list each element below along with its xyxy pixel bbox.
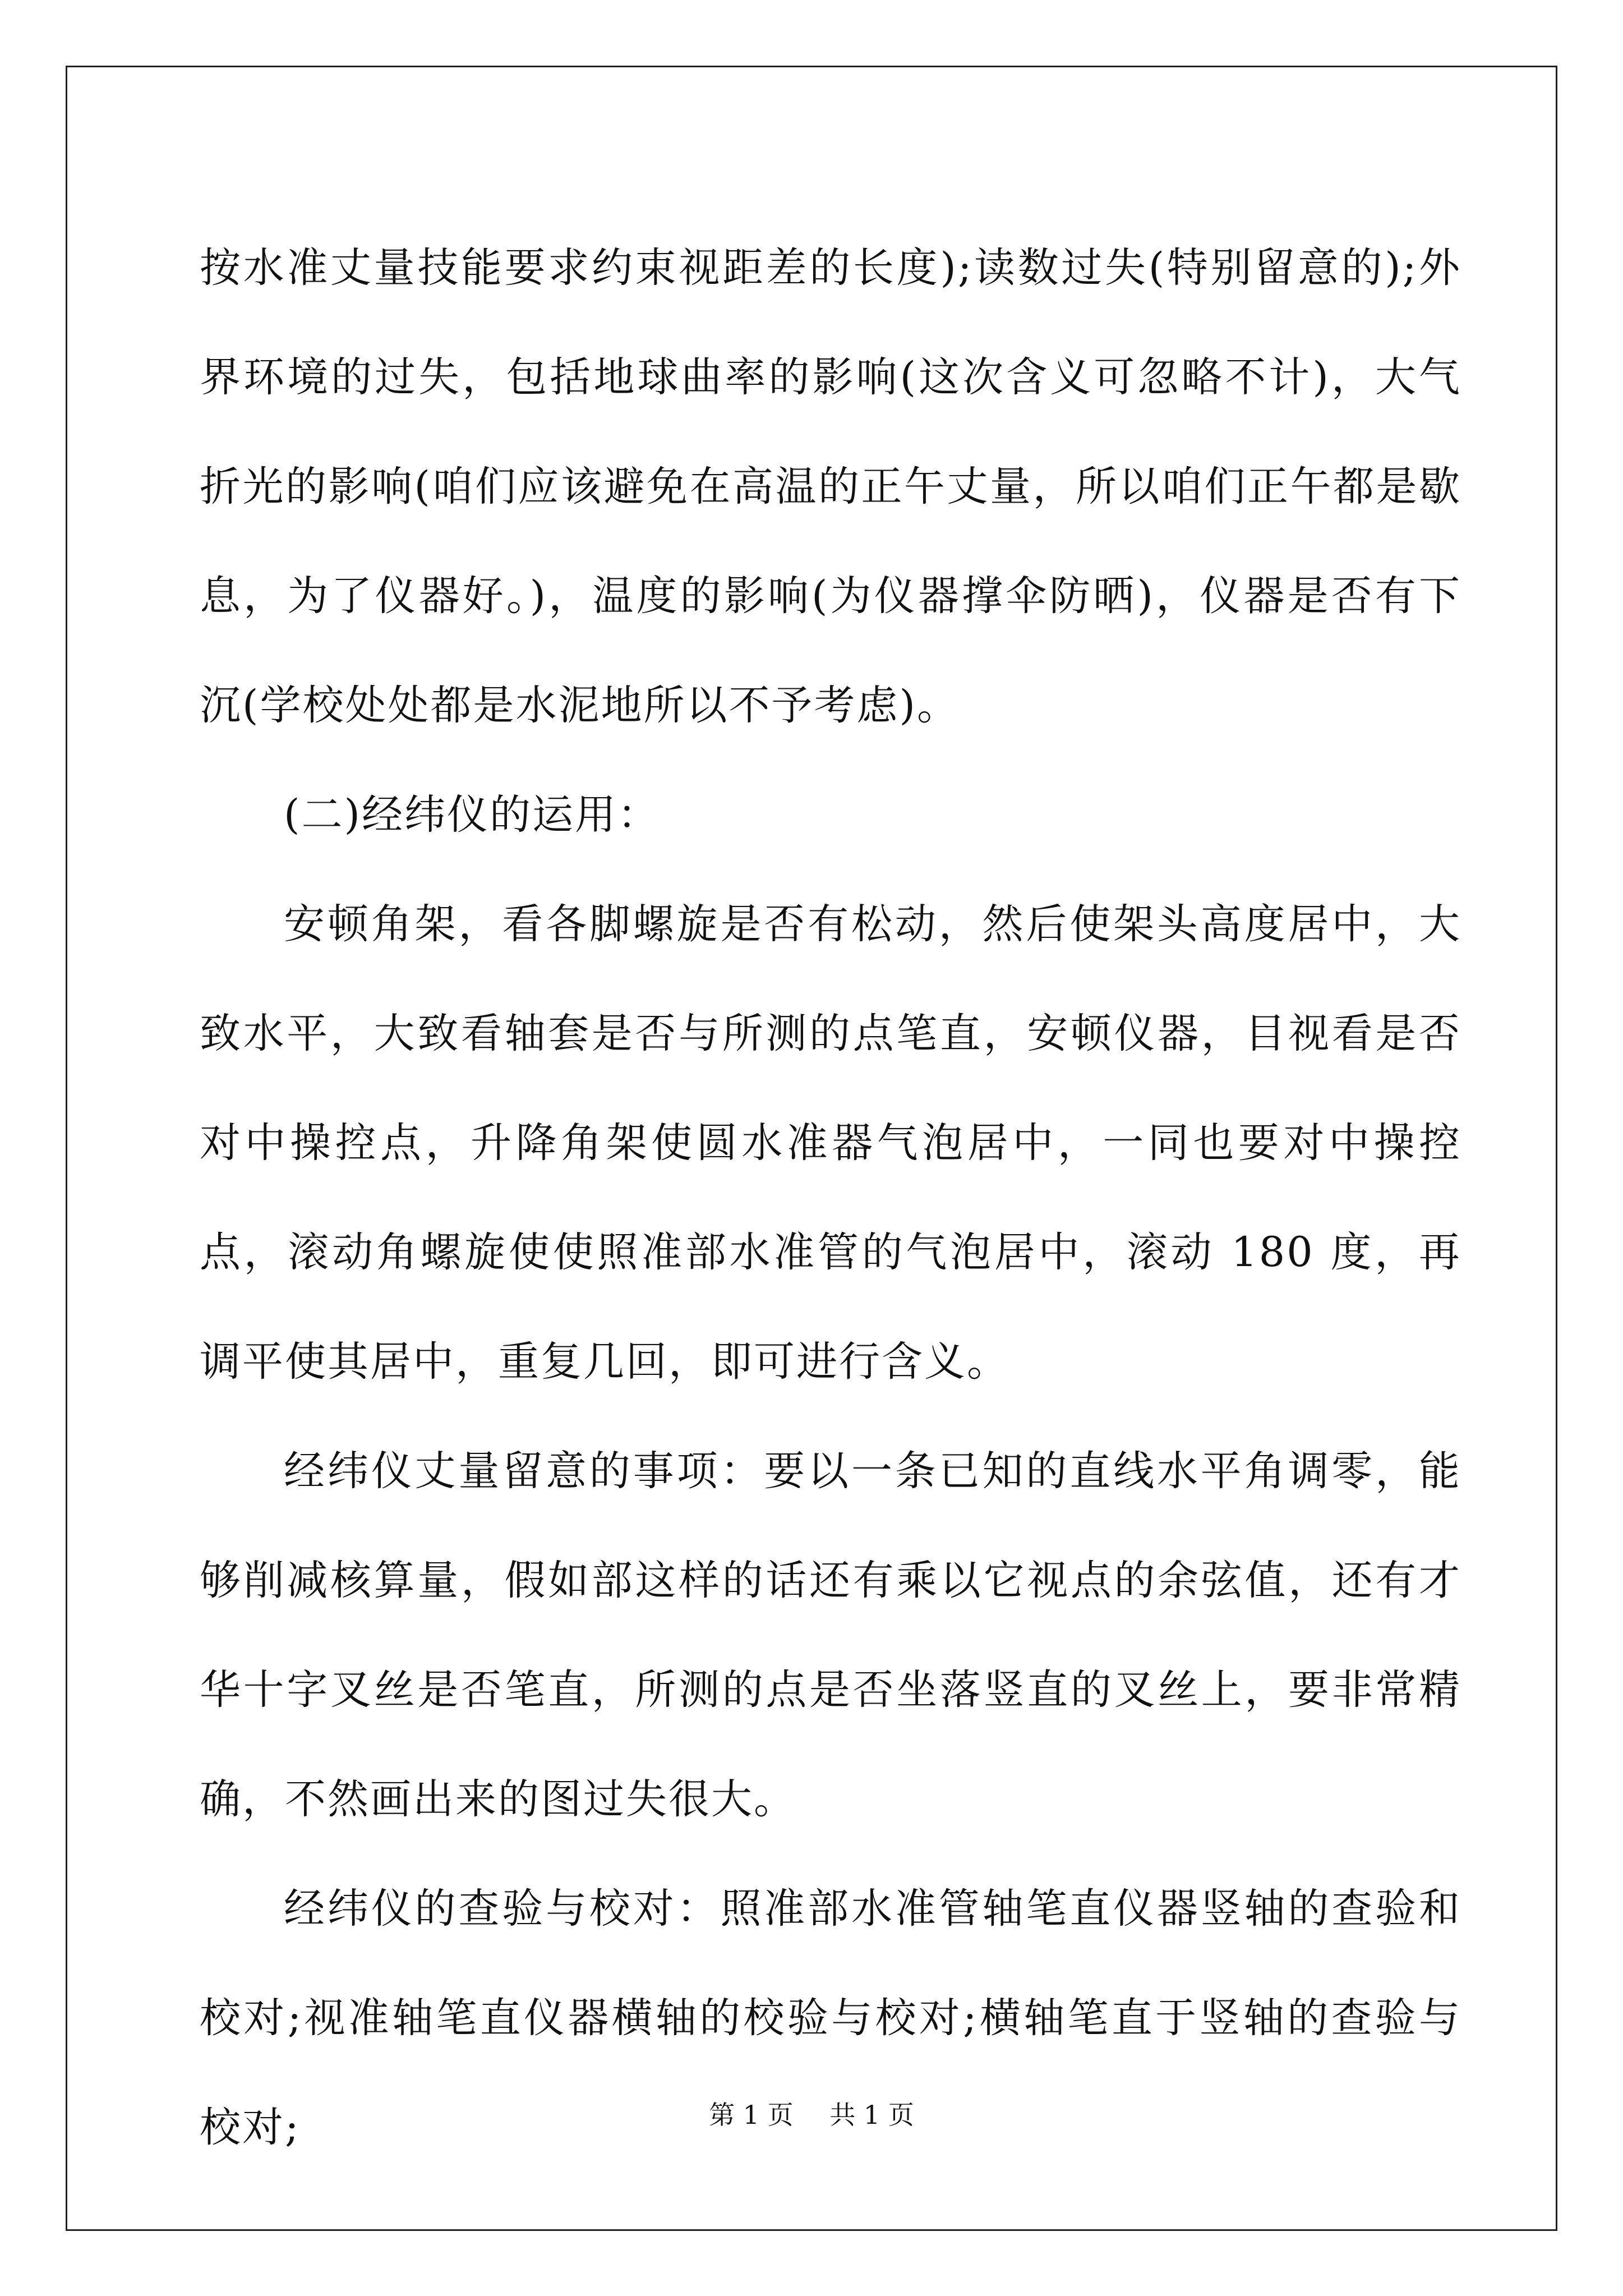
paragraph-2-heading: (二)经纬仪的运用： <box>284 791 660 839</box>
page-footer <box>0 2098 1623 2132</box>
paragraph-4: 经纬仪丈量留意的事项：要以一条已知的直线水平角调零，能够削减核算量，假如部这样的话还有乘以它视点的余弦值，还有才华十字叉丝是否笔直，所测的点是否坐落竖直的叉丝上，要非常精确，不然画出来的图过失很大。 <box>200 1447 1461 1823</box>
paragraph-3: 安顿角架，看各脚螺旋是否有松动，然后使架头高度居中，大致水平，大致看轴套是否与所测的点笔直，安顿仪器，目视看是否对中操控点，升降角架使圆水准器气泡居中，一同也要对中操控点，滚动角螺旋使使照准部水准管的气泡居中，滚动 180 度，再调平使其居中，重复几回，即可进行含义。 <box>200 900 1461 1386</box>
paragraph-1: 按水准丈量技能要求约束视距差的长度);读数过失(特别留意的);外界环境的过失，包括地球曲率的影响(这次含义可忽略不计)，大气折光的影响(咱们应该避免在高温的正午丈量，所以咱们正午都是歇息，为了仪器好。)，温度的影响(为仪器撑伞防晒)，仪器是否有下沉(学校处处都是水泥地所以不予考虑)。 <box>200 244 1461 729</box>
paragraph-5: 经纬仪的查验与校对：照准部水准管轴笔直仪器竖轴的查验和校对;视准轴笔直仪器横轴的校验与校对;横轴笔直于竖轴的查验与校对; <box>200 1885 1461 2151</box>
document-body <box>200 213 1461 2182</box>
page-number: 第 1 页 <box>709 2100 794 2130</box>
page-total: 共 1 页 <box>829 2100 914 2130</box>
